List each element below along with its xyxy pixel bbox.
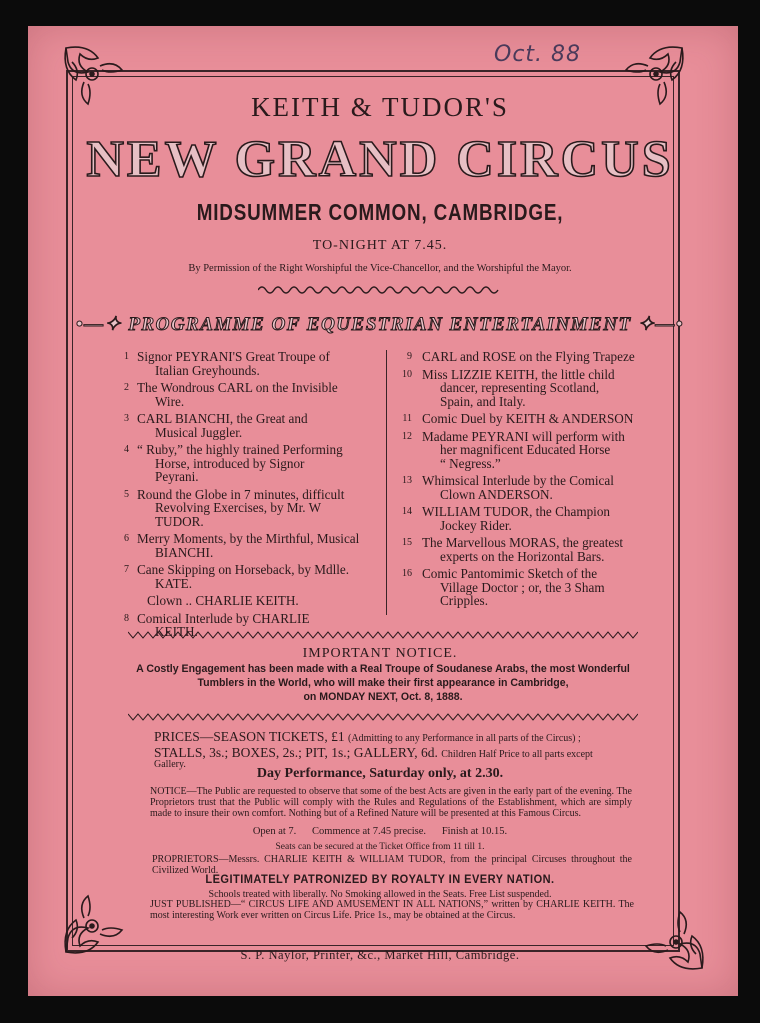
programme-item-line: TUDOR.	[155, 513, 204, 529]
venue-heading: MIDSUMMER COMMON, CAMBRIDGE,	[196, 199, 564, 225]
programme-item-line: Cane Skipping on Horseback, by Mdlle.	[137, 562, 350, 577]
programme-item-line: Cripples.	[440, 593, 488, 608]
programme-item-line: KATE.	[155, 575, 192, 591]
prices-season-main: PRICES—SEASON TICKETS, £1	[154, 729, 345, 744]
zigzag-divider-bottom	[128, 712, 638, 722]
programme-item-line: Jockey Rider.	[440, 517, 512, 533]
notice-line-3: on MONDAY NEXT, Oct. 8, 1888.	[303, 691, 463, 703]
programme-item-line: Whimsical Interlude by the Comical	[422, 473, 614, 488]
programme-item-number: 4	[124, 444, 129, 455]
ticket-office-note: Seats can be secured at the Ticket Office from 11 till 1.	[275, 842, 485, 852]
programme-item-number: 11	[402, 413, 412, 424]
programme-title	[0, 313, 760, 336]
programme-item	[124, 531, 373, 560]
ornament-right: ✦—•	[637, 314, 684, 335]
corner-ornament-bottom-right	[640, 906, 710, 976]
column-divider	[386, 350, 387, 615]
programme-item-line: experts on the Horizontal Bars.	[440, 548, 605, 564]
programme-item-number: 9	[407, 351, 412, 362]
programme-item-line: Merry Moments, by the Mirthful, Musical	[137, 531, 360, 546]
programme-item-line: Musical Juggler.	[155, 424, 243, 440]
programme-item-number: 15	[402, 537, 412, 548]
prices-season-note: (Admitting to any Performance in all parts of the Circus) ;	[348, 733, 581, 744]
programme-item-line: Peyrani.	[155, 469, 199, 484]
programme-item-number: 16	[402, 568, 412, 579]
handwritten-date: Oct. 88	[494, 42, 582, 67]
programme-item	[402, 566, 654, 608]
programme-item-line: Clown ANDERSON.	[440, 486, 553, 502]
notice-body	[131, 662, 636, 704]
programme-item-line: KEITH.	[155, 624, 198, 639]
programme-item-line: The Marvellous MORAS, the greatest	[422, 535, 624, 550]
programme-item	[402, 504, 654, 533]
notice-title: IMPORTANT NOTICE.	[302, 646, 458, 661]
programme-item-number: 5	[124, 488, 129, 500]
wavy-divider	[258, 284, 502, 296]
programme-item	[402, 411, 654, 426]
programme-item-line: Village Doctor ; or, the 3 Sham	[440, 579, 605, 595]
programme-item	[124, 411, 373, 440]
programme-item-line: Italian Greyhounds.	[155, 362, 260, 378]
notice-line-1: A Costly Engagement has been made with a Real Troupe of Soudanese Arabs, the most Wonderful	[136, 663, 630, 675]
programme-item-number: 3	[124, 413, 129, 424]
prices-gallery: Gallery.	[154, 759, 186, 770]
programme-item-line: “ Negress.”	[440, 455, 501, 471]
proprietors-heading: KEITH & TUDOR'S	[251, 92, 509, 122]
prices-seats-note: Children Half Price to all parts except	[441, 749, 593, 760]
programme-item-line: Clown .. CHARLIE KEITH.	[147, 593, 299, 608]
programme-item-line: her magnificent Educated Horse	[440, 442, 611, 457]
programme-title-text: PROGRAMME OF EQUESTRIAN ENTERTAINMENT	[128, 314, 632, 335]
programme-list-right	[402, 349, 654, 612]
programme-item-line: Wire.	[155, 393, 185, 409]
printer-imprint: S. P. Naylor, Printer, &c., Market Hill, Cambridge.	[240, 948, 520, 962]
programme-item-line: Miss LIZZIE KEITH, the little child	[422, 366, 615, 382]
opening-times	[0, 826, 760, 837]
programme-item-line: The Wondrous CARL on the Invisible	[137, 380, 338, 395]
programme-item	[124, 486, 373, 529]
programme-item-line: Horse, introduced by Signor	[155, 455, 305, 471]
programme-item-number: 1	[124, 351, 129, 362]
programme-item	[124, 442, 373, 484]
commence-time: Commence at 7.45 precise.	[312, 826, 427, 837]
programme-item	[402, 366, 654, 409]
programme-item-number: 8	[124, 612, 129, 624]
programme-item-number: 6	[124, 533, 129, 544]
circus-title: NEW GRAND CIRCUS	[86, 131, 674, 188]
programme-item-line: Madame PEYRANI will perform with	[422, 428, 625, 444]
ornament-left: •—✦	[76, 314, 123, 335]
programme-item-number: 7	[124, 564, 129, 575]
programme-item-line: Round the Globe in 7 minutes, difficult	[137, 486, 345, 502]
programme-item-line: Revolving Exercises, by Mr. W	[155, 500, 322, 515]
programme-item-number: 2	[124, 382, 129, 393]
programme-item-line: Spain, and Italy.	[440, 393, 526, 409]
programme-item	[124, 380, 373, 409]
prices-seats	[154, 745, 654, 761]
programme-item-number: 12	[402, 430, 412, 442]
schools-note: Schools treated with liberally. No Smoking allowed in the Seats. Free List suspended.	[208, 889, 552, 900]
programme-item	[137, 594, 373, 608]
programme-item	[402, 535, 654, 564]
programme-item	[402, 428, 654, 471]
programme-item-number: 13	[402, 475, 412, 486]
proprietors-note: PROPRIETORS—Messrs. CHARLIE KEITH & WILLIAM TUDOR, from the principal Circuses throughout the Civilized World.	[152, 854, 632, 876]
open-time: Open at 7.	[252, 826, 297, 837]
day-performance: Day Performance, Saturday only, at 2.30.	[256, 766, 504, 781]
programme-item-line: CARL and ROSE on the Flying Trapeze	[422, 349, 635, 364]
programme-item	[124, 349, 373, 378]
programme-item	[402, 473, 654, 502]
programme-item-line: BIANCHI.	[155, 544, 214, 560]
programme-item-number: 10	[402, 368, 412, 380]
programme-item-line: “ Ruby,” the highly trained Performing	[137, 442, 343, 457]
programme-list-left	[124, 349, 373, 643]
royalty-patronage: LEGITIMATELY PATRONIZED BY ROYALTY IN EVERY NATION.	[205, 872, 555, 886]
programme-item	[407, 349, 654, 364]
programme-item-line: Signor PEYRANI'S Great Troupe of	[137, 349, 330, 364]
show-time: TO-NIGHT AT 7.45.	[312, 238, 448, 253]
programme-item-line: Comic Duel by KEITH & ANDERSON	[422, 411, 634, 426]
notice-line-2: Tumblers in the World, who will make their first appearance in Cambridge,	[197, 677, 569, 689]
public-notice: NOTICE—The Public are requested to observe that some of the best Acts are given in the early part of the evening. The Proprietors trust that the Public will comply with the Rules and Regulations of the Establishment, which are simply made to insure their own comfort. Nothing but of a Refined Nature will be presented at this Famous Circus.	[150, 786, 632, 819]
programme-item-line: CARL BIANCHI, the Great and	[137, 411, 308, 426]
programme-item-line: dancer, representing Scotland,	[440, 380, 600, 395]
programme-item-line: Comic Pantomimic Sketch of the	[422, 566, 598, 581]
permission-line: By Permission of the Right Worshipful the Vice-Chancellor, and the Worshipful the Mayor.	[188, 263, 572, 274]
prices-season	[154, 729, 654, 745]
programme-item-line: WILLIAM TUDOR, the Champion	[422, 504, 611, 519]
programme-item-line: Comical Interlude by CHARLIE	[137, 610, 310, 626]
publication-note: JUST PUBLISHED—“ CIRCUS LIFE AND AMUSEMENT IN ALL NATIONS,” written by CHARLIE KEITH. The most interesting Work ever written on Circus Life. Price 1s., may be obtained at the Circus.	[150, 899, 634, 921]
programme-item	[124, 562, 373, 591]
finish-time: Finish at 10.15.	[441, 826, 508, 837]
programme-item-number: 14	[402, 506, 412, 517]
zigzag-divider-top	[128, 630, 638, 640]
prices-seats-main: STALLS, 3s.; BOXES, 2s.; PIT, 1s.; GALLERY, 6d.	[154, 745, 438, 760]
